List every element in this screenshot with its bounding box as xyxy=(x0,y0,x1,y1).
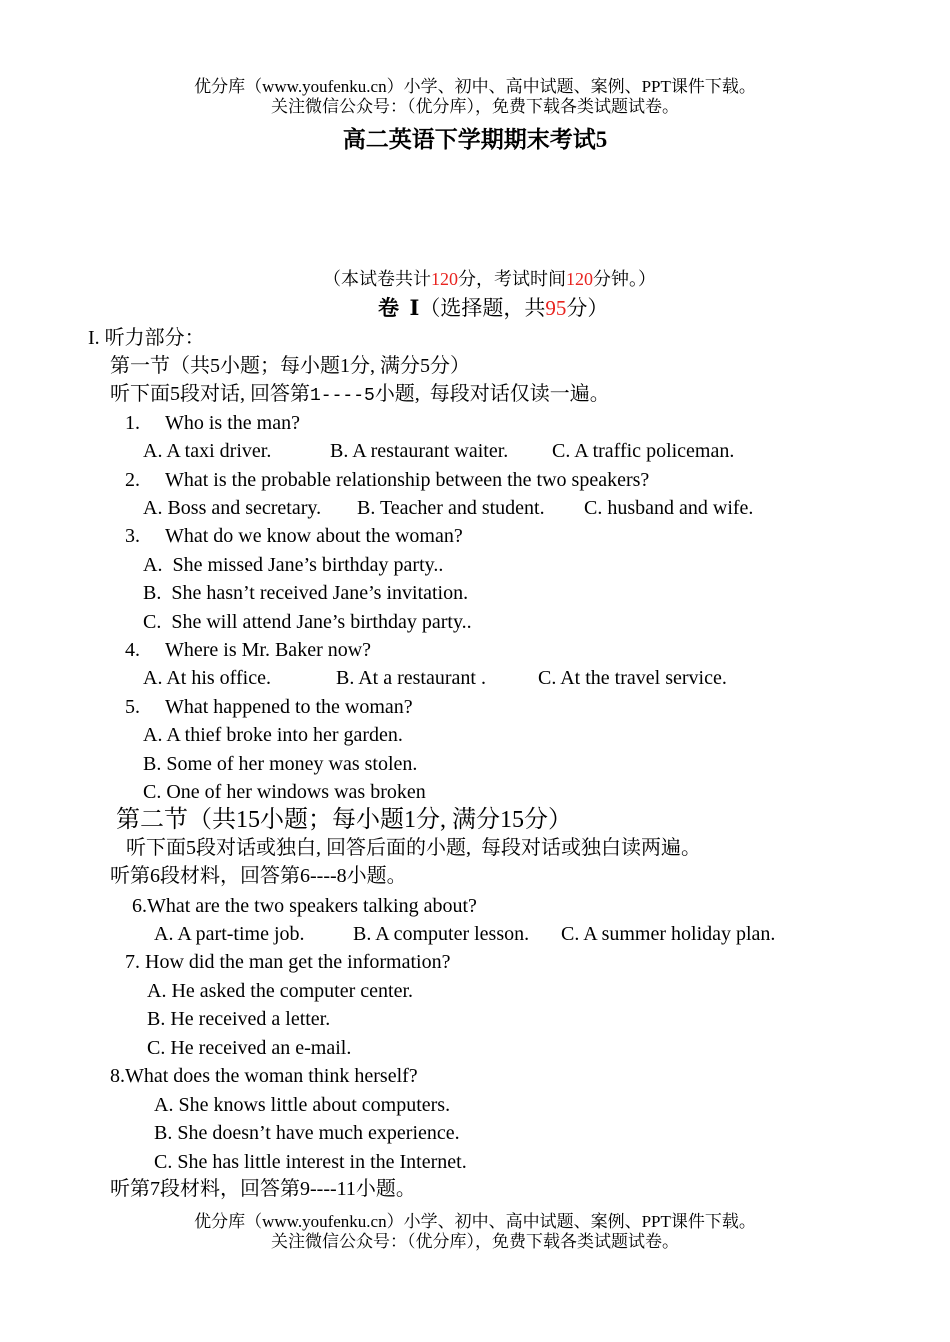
q3-option-b: B. She hasn’t received Jane’s invitation. xyxy=(143,582,469,604)
volume-heading xyxy=(378,298,608,319)
q4-stem: Where is Mr. Baker now? xyxy=(165,639,372,661)
exam-info-suffix: 分钟。） xyxy=(593,269,656,289)
section1-instruction-range: 1----5 xyxy=(310,386,375,406)
volume-score: 95 xyxy=(545,296,567,320)
header-line-2: 关注微信公众号：（优分库），免费下载各类试题试卷。 xyxy=(271,97,679,116)
q5-option-b: B. Some of her money was stolen. xyxy=(143,753,418,775)
q5-option-a: A. A thief broke into her garden. xyxy=(143,724,403,746)
q5-option-c: C. One of her windows was broken xyxy=(143,781,426,803)
q3-option-a: A. She missed Jane’s birthday party.. xyxy=(143,554,444,576)
q1-number: 1. xyxy=(125,412,140,434)
q2-option-b: B. Teacher and student. xyxy=(357,497,545,519)
section2-instruction: 听下面5段对话或独白, 回答后面的小题, 每段对话或独白读两遍。 xyxy=(126,837,701,859)
page-title: 高二英语下学期期末考试5 xyxy=(342,127,608,152)
exam-time: 120 xyxy=(566,269,593,289)
q3-stem: What do we know about the woman? xyxy=(165,525,463,547)
material-7-instruction: 听第7段材料，回答第9----11小题。 xyxy=(110,1178,416,1200)
header-line-1: 优分库（www.youfenku.cn）小学、初中、高中试题、案例、PPT课件下载。 xyxy=(194,77,756,96)
section1-instruction-b: 小题, 每段对话仅读一遍。 xyxy=(374,383,610,405)
volume-desc-prefix: （选择题，共 xyxy=(419,296,546,320)
material-6-instruction: 听第6段材料，回答第6----8小题。 xyxy=(110,865,407,887)
exam-info-prefix: （本试卷共计 xyxy=(323,269,431,289)
q6-option-a: A. A part-time job. xyxy=(154,923,305,945)
exam-info-middle: 分，考试时间 xyxy=(458,269,566,289)
q6-stem: 6.What are the two speakers talking about? xyxy=(132,895,477,917)
q6-option-c: C. A summer holiday plan. xyxy=(561,923,776,945)
q1-option-b: B. A restaurant waiter. xyxy=(330,440,509,462)
volume-desc-suffix: 分） xyxy=(566,296,609,320)
q8-stem: 8.What does the woman think herself? xyxy=(110,1065,418,1087)
section1-heading: 第一节（共5小题；每小题1分, 满分5分） xyxy=(110,355,470,377)
q2-option-c: C. husband and wife. xyxy=(584,497,754,519)
part1-heading: I. 听力部分： xyxy=(88,327,205,349)
q8-option-a: A. She knows little about computers. xyxy=(154,1094,451,1116)
footer-line-2: 关注微信公众号：（优分库），免费下载各类试题试卷。 xyxy=(271,1232,679,1251)
section2-heading: 第二节（共15小题；每小题1分, 满分15分） xyxy=(116,807,572,833)
q4-option-a: A. At his office. xyxy=(143,667,271,689)
q5-stem: What happened to the woman? xyxy=(165,696,413,718)
q8-option-b: B. She doesn’t have much experience. xyxy=(154,1122,460,1144)
footer-line-1: 优分库（www.youfenku.cn）小学、初中、高中试题、案例、PPT课件下载。 xyxy=(194,1212,756,1231)
q1-stem: Who is the man? xyxy=(165,412,300,434)
q1-option-a: A. A taxi driver. xyxy=(143,440,272,462)
q7-option-c: C. He received an e-mail. xyxy=(147,1037,352,1059)
total-score: 120 xyxy=(431,269,458,289)
q4-option-c: C. At the travel service. xyxy=(538,667,727,689)
exam-info xyxy=(323,270,656,288)
q2-number: 2. xyxy=(125,469,140,491)
q2-stem: What is the probable relationship between the two speakers? xyxy=(165,469,650,491)
volume-label: 卷 Ⅰ xyxy=(378,296,420,320)
q5-number: 5. xyxy=(125,696,140,718)
q8-option-c: C. She has little interest in the Internet. xyxy=(154,1151,467,1173)
q7-stem: 7. How did the man get the information? xyxy=(125,951,451,973)
section1-instruction xyxy=(110,384,610,405)
q7-option-a: A. He asked the computer center. xyxy=(147,980,414,1002)
q3-number: 3. xyxy=(125,525,140,547)
q4-option-b: B. At a restaurant . xyxy=(336,667,486,689)
q4-number: 4. xyxy=(125,639,140,661)
q6-option-b: B. A computer lesson. xyxy=(353,923,530,945)
q1-option-c: C. A traffic policeman. xyxy=(552,440,735,462)
q7-option-b: B. He received a letter. xyxy=(147,1008,331,1030)
section1-instruction-a: 听下面5段对话, 回答第 xyxy=(110,383,310,405)
q3-option-c: C. She will attend Jane’s birthday party.. xyxy=(143,611,472,633)
q2-option-a: A. Boss and secretary. xyxy=(143,497,322,519)
